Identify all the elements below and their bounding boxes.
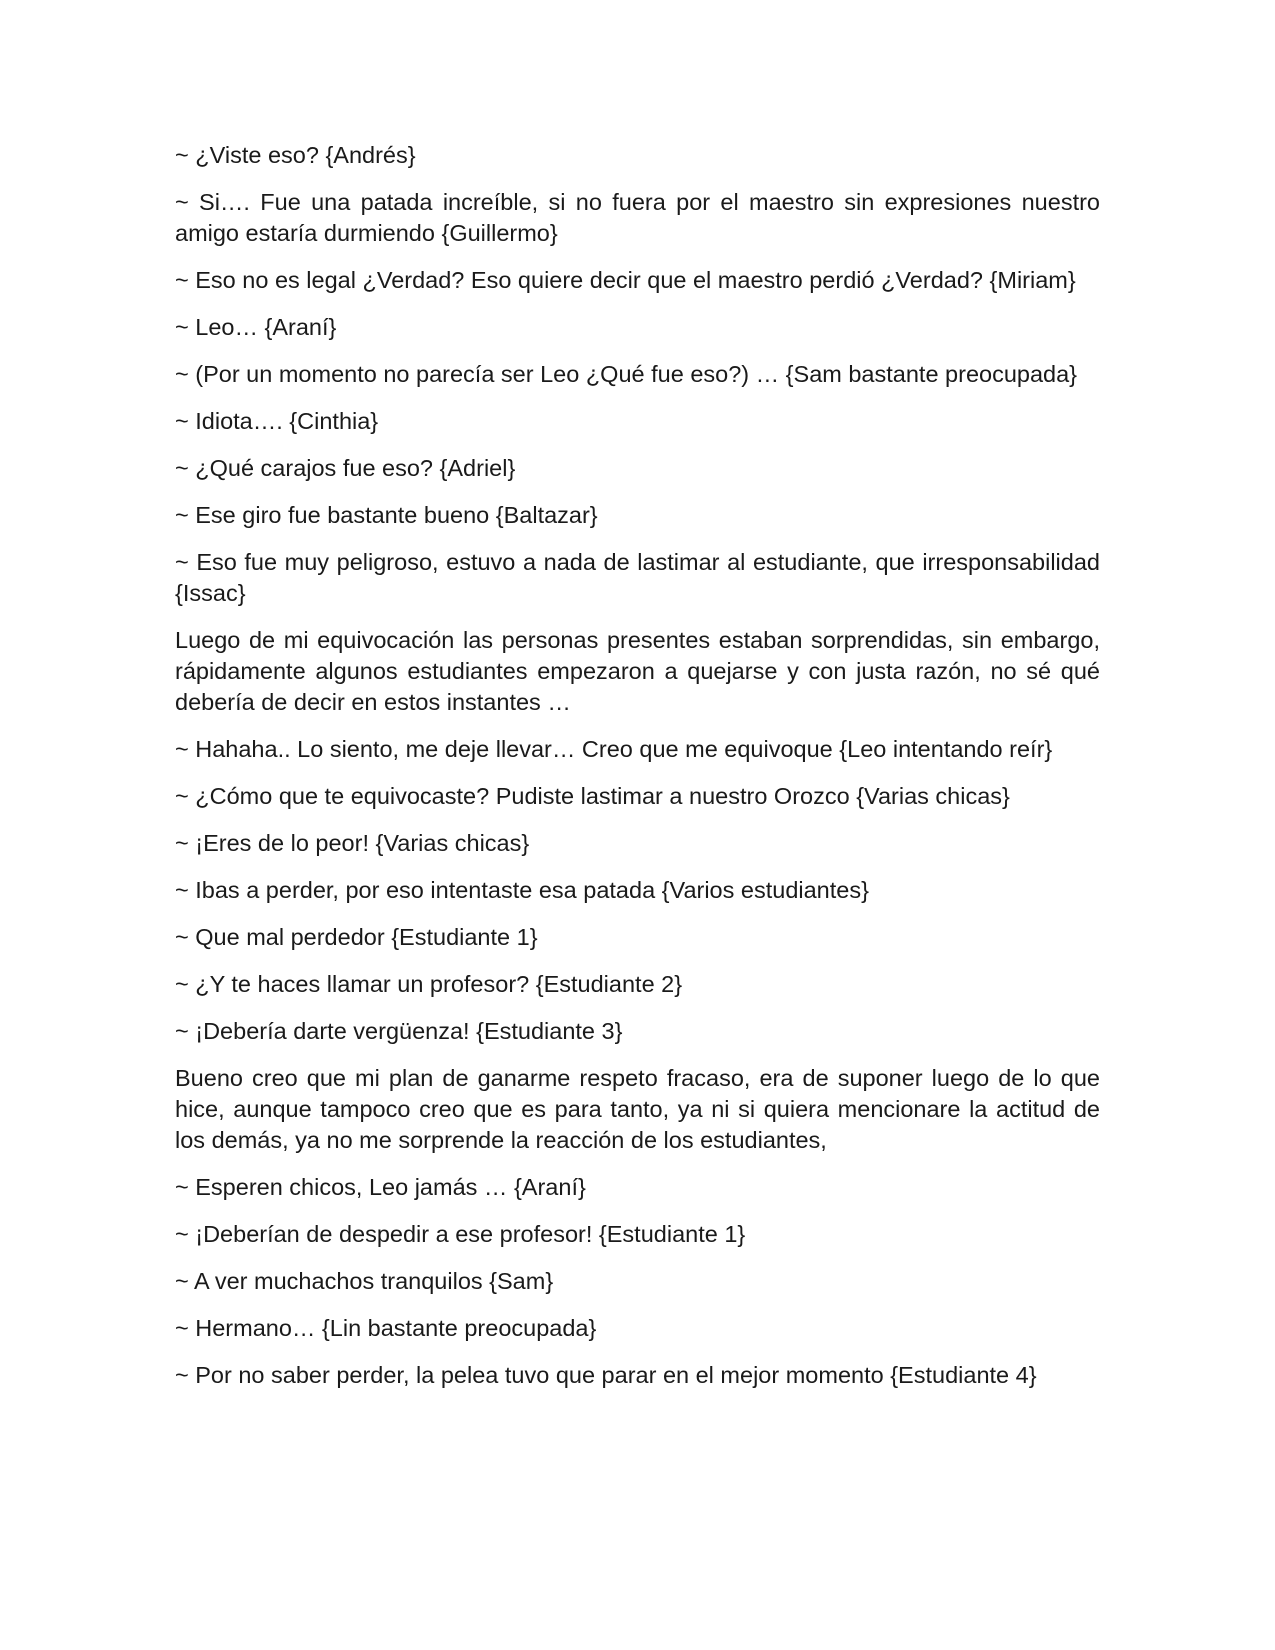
- dialogue-line: ~ Ese giro fue bastante bueno {Baltazar}: [175, 502, 598, 528]
- dialogue-line: ~ Si…. Fue una patada increíble, si no fuera por el maestro sin expresiones nuestro amigo estaría durmiendo {Guillermo}: [175, 189, 1100, 246]
- dialogue-line: ~ Hermano… {Lin bastante preocupada}: [175, 1315, 597, 1341]
- dialogue-line: ~ Leo… {Araní}: [175, 314, 337, 340]
- dialogue-line: ~ A ver muchachos tranquilos {Sam}: [175, 1268, 554, 1294]
- dialogue-line: ~ Por no saber perder, la pelea tuvo que parar en el mejor momento {Estudiante 4}: [175, 1362, 1037, 1388]
- dialogue-line: ~ Esperen chicos, Leo jamás … {Araní}: [175, 1174, 586, 1200]
- dialogue-line: ~ ¿Y te haces llamar un profesor? {Estudiante 2}: [175, 971, 683, 997]
- dialogue-line: ~ Hahaha.. Lo siento, me deje llevar… Creo que me equivoque {Leo intentando reír}: [175, 736, 1053, 762]
- dialogue-line: ~ Idiota…. {Cinthia}: [175, 408, 379, 434]
- dialogue-line: ~ ¡Eres de lo peor! {Varias chicas}: [175, 830, 530, 856]
- dialogue-line: ~ ¡Debería darte vergüenza! {Estudiante 3}: [175, 1018, 623, 1044]
- dialogue-line: ~ Eso fue muy peligroso, estuvo a nada de lastimar al estudiante, que irresponsabilidad {Issac}: [175, 549, 1100, 606]
- dialogue-line: ~ (Por un momento no parecía ser Leo ¿Qué fue eso?) … {Sam bastante preocupada}: [175, 361, 1078, 387]
- narration-paragraph: Luego de mi equivocación las personas presentes estaban sorprendidas, sin embargo, rápidamente algunos estudiantes empezaron a quejarse y con justa razón, no sé qué debería de decir en estos instantes …: [175, 627, 1100, 715]
- dialogue-line: ~ Eso no es legal ¿Verdad? Eso quiere decir que el maestro perdió ¿Verdad? {Miriam}: [175, 267, 1076, 293]
- dialogue-line: ~ ¿Qué carajos fue eso? {Adriel}: [175, 455, 516, 481]
- dialogue-line: ~ Que mal perdedor {Estudiante 1}: [175, 924, 538, 950]
- dialogue-line: ~ ¿Cómo que te equivocaste? Pudiste lastimar a nuestro Orozco {Varias chicas}: [175, 783, 1010, 809]
- narration-paragraph: Bueno creo que mi plan de ganarme respeto fracaso, era de suponer luego de lo que hice, aunque tampoco creo que es para tanto, ya ni si quiera mencionare la actitud de los demás, ya no me sorprende la reacción de los estudiantes,: [175, 1065, 1100, 1153]
- dialogue-line: ~ Ibas a perder, por eso intentaste esa patada {Varios estudiantes}: [175, 877, 869, 903]
- dialogue-line: ~ ¿Viste eso? {Andrés}: [175, 142, 416, 168]
- dialogue-line: ~ ¡Deberían de despedir a ese profesor! {Estudiante 1}: [175, 1221, 746, 1247]
